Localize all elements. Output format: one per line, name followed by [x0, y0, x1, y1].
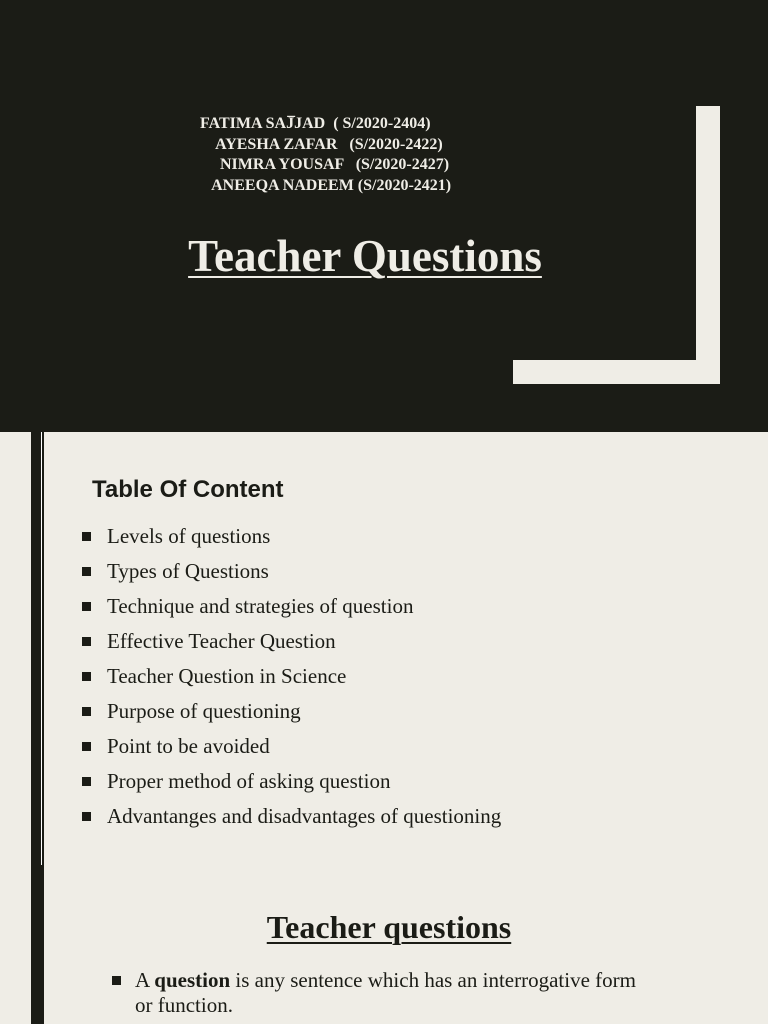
definition-bullet — [112, 968, 652, 1018]
list-item-label: Advantanges and disadvantages of questioning — [107, 804, 502, 828]
definition-suffix: is any sentence which has an interrogative form or function. — [135, 968, 636, 1017]
square-bullet-icon — [82, 707, 91, 716]
list-item-label: Technique and strategies of question — [107, 594, 414, 618]
square-bullet-icon — [82, 777, 91, 786]
list-item-label: Proper method of asking question — [107, 769, 391, 793]
list-item — [82, 734, 501, 769]
square-bullet-icon — [82, 532, 91, 541]
teacher-questions-slide — [0, 865, 768, 1024]
list-item-label: Purpose of questioning — [107, 699, 301, 723]
side-accent-bar — [31, 432, 44, 865]
author-list — [200, 114, 530, 196]
list-item — [82, 699, 501, 734]
table-of-content-slide — [0, 432, 768, 865]
title-slide — [0, 0, 768, 432]
list-item-label: Point to be avoided — [107, 734, 270, 758]
list-item-label: Levels of questions — [107, 524, 271, 548]
presentation-title: Teacher Questions — [188, 231, 542, 281]
list-item — [82, 524, 501, 559]
list-item — [82, 594, 501, 629]
author-line: NIMRA YOUSAF (S/2020-2427) — [200, 156, 450, 173]
square-bullet-icon — [82, 812, 91, 821]
square-bullet-icon — [82, 637, 91, 646]
list-item-label: Types of Questions — [107, 559, 269, 583]
toc-heading: Table Of Content — [92, 476, 284, 503]
square-bullet-icon — [82, 742, 91, 751]
toc-list — [82, 524, 501, 839]
slide-title: Teacher questions — [266, 909, 512, 945]
definition-prefix: A — [135, 968, 155, 992]
square-bullet-icon — [112, 976, 121, 985]
side-accent-line — [41, 432, 42, 865]
author-line: FATIMA SAJ̅JAD ( S/2020-2404) — [200, 115, 431, 132]
definition-term: question — [154, 968, 231, 992]
list-item — [82, 804, 501, 839]
author-line: AYESHA ZAFAR (S/2020-2422) — [200, 135, 443, 153]
square-bullet-icon — [82, 672, 91, 681]
square-bullet-icon — [82, 567, 91, 576]
square-bullet-icon — [82, 602, 91, 611]
list-item-label: Teacher Question in Science — [107, 664, 347, 688]
list-item — [82, 769, 501, 804]
list-item — [82, 559, 501, 594]
list-item — [82, 629, 501, 664]
author-line: ANEEQA NADEEM (S/2020-2421) — [200, 176, 452, 194]
list-item — [82, 664, 501, 699]
frame-horizontal-bar — [513, 360, 720, 384]
list-item-label: Effective Teacher Question — [107, 629, 336, 653]
definition-text — [135, 968, 652, 1018]
